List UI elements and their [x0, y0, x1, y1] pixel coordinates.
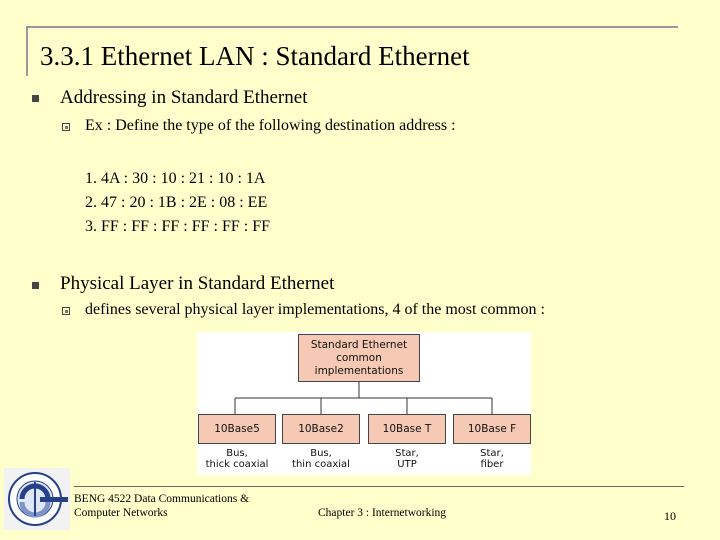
root-node-standard-ethernet	[298, 334, 420, 382]
caption-line: thick coaxial	[205, 459, 269, 470]
section-heading-physical: Physical Layer in Standard Ethernet	[60, 273, 335, 294]
sub-bullet-physical: defines several physical layer implementations, 4 of the most common :	[85, 301, 545, 318]
course-line-2: Computer Networks	[74, 507, 168, 519]
bullet-hollow	[62, 307, 70, 315]
caption-10basef	[452, 448, 532, 470]
section-heading-addressing: Addressing in Standard Ethernet	[60, 87, 308, 108]
address-list	[85, 167, 270, 239]
bullet-square	[32, 95, 39, 102]
caption-line: Star,	[395, 448, 419, 459]
root-line-3: implementations	[314, 365, 404, 377]
course-name	[74, 492, 249, 520]
caption-line: UTP	[397, 459, 417, 470]
address-item-1: 1. 4A : 30 : 10 : 21 : 10 : 1A	[85, 170, 266, 187]
footer-divider	[74, 486, 684, 487]
bullet-hollow	[62, 123, 70, 131]
root-line-1: Standard Ethernet	[310, 339, 408, 351]
node-10base5: 10Base5	[198, 414, 276, 444]
chapter-label: Chapter 3 : Internetworking	[318, 507, 447, 519]
caption-line: Star,	[480, 448, 504, 459]
university-logo-icon	[4, 468, 70, 530]
caption-line: fiber	[480, 459, 504, 470]
caption-10base2	[281, 448, 361, 470]
root-line-2: common	[336, 352, 382, 364]
caption-10baset	[367, 448, 447, 470]
address-item-3: 3. FF : FF : FF : FF : FF : FF	[85, 218, 271, 235]
address-item-2: 2. 47 : 20 : 1B : 2E : 08 : EE	[85, 194, 268, 211]
caption-line: thin coaxial	[292, 459, 350, 470]
course-line-1: BENG 4522 Data Communications &	[74, 493, 250, 505]
node-10basef: 10Base F	[453, 414, 531, 444]
ethernet-implementations-diagram	[197, 332, 531, 475]
slide-title: 3.3.1 Ethernet LAN : Standard Ethernet	[40, 41, 470, 71]
node-10baset: 10Base T	[368, 414, 446, 444]
caption-line: Bus,	[310, 448, 332, 459]
caption-10base5	[197, 448, 277, 470]
sub-bullet-example: Ex : Define the type of the following destination address :	[85, 117, 456, 134]
node-10base2: 10Base2	[282, 414, 360, 444]
caption-line: Bus,	[226, 448, 248, 459]
page-number: 10	[664, 509, 676, 523]
bullet-square	[32, 282, 39, 289]
